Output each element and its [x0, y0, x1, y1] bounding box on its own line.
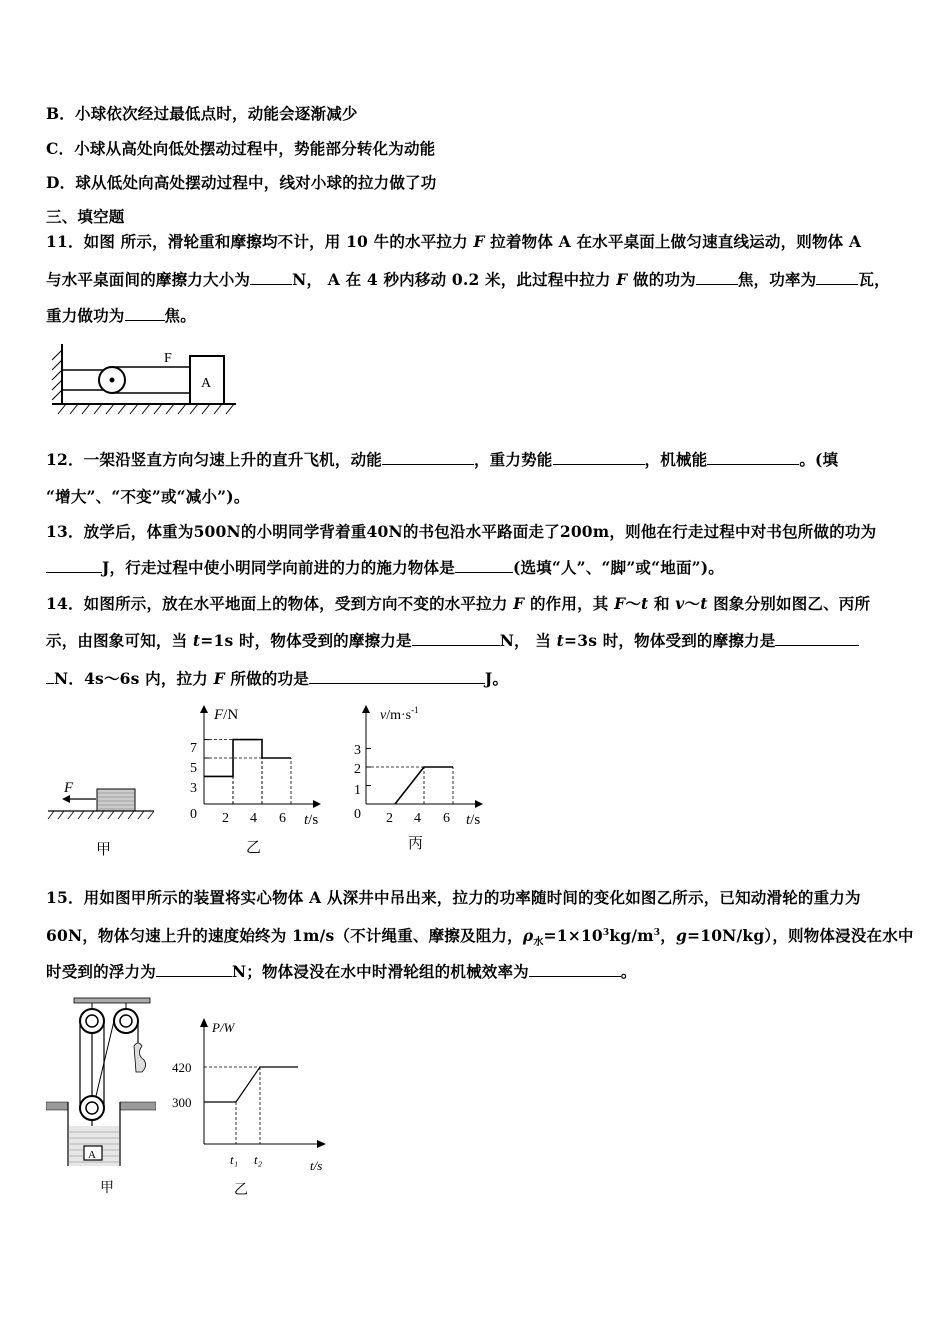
q12-line2: “增大”、“不变”或“减小”)。 — [46, 487, 250, 506]
q14-line1: 14．如图所示，放在水平地面上的物体，受到方向不变的水平拉力 F 的作用，其 F～t 和 v～t 图象分别如图乙、丙所 — [46, 594, 871, 613]
x-tick: 0 — [190, 807, 197, 822]
q15-line1: 15．用如图甲所示的装置将实心物体 A 从深井中吊出来，拉力的功率随时间的变化如图乙所示，已知动滑轮的重力为 — [46, 888, 861, 907]
x-tick: 2 — [222, 811, 229, 826]
x-axis-label: t/s — [466, 812, 481, 828]
answer-blank[interactable] — [816, 270, 858, 285]
caption-bing: 丙 — [408, 836, 424, 852]
q14-line3: N．4s～6s 内，拉力 F 所做的功是 J。 — [46, 667, 508, 689]
x-axis-label: t/s — [304, 812, 319, 828]
y-tick: 2 — [354, 762, 361, 777]
force-label-f: F — [64, 780, 74, 796]
y-tick: 7 — [190, 741, 197, 756]
q14-fig-jia — [44, 770, 164, 862]
y-tick: 5 — [190, 761, 197, 776]
x-tick: 6 — [279, 811, 286, 826]
x-tick: t₂ — [254, 1152, 263, 1167]
y-tick: 420 — [172, 1060, 192, 1075]
x-tick: 0 — [354, 807, 361, 822]
x-tick: t₁ — [230, 1152, 239, 1167]
section-title: 三、填空题 — [46, 207, 125, 226]
answer-blank[interactable] — [412, 631, 500, 646]
answer-blank[interactable] — [309, 669, 485, 684]
option-b: B．小球依次经过最低点时，动能会逐渐减少 — [46, 104, 358, 123]
series-line — [204, 740, 291, 777]
worker-figure — [134, 1043, 146, 1072]
x-tick: 4 — [250, 811, 257, 826]
caption-jia: 甲 — [96, 842, 112, 858]
x-tick: 6 — [443, 811, 450, 826]
y-axis-label: F/N — [214, 707, 239, 723]
q15-fig-yi — [170, 1012, 340, 1202]
y-tick: 3 — [354, 743, 361, 758]
q15-line3: 时受到的浮力为 N；物体浸没在水中时滑轮组的机械效率为 。 — [46, 962, 637, 981]
q13-line1: 13．放学后，体重为500N的小明同学背着重40N的书包沿水平路面走了200m，则他在行走过程中对书包所做的功为 — [46, 522, 877, 541]
y-axis-label: $v/m\cdot s^{-1}$ — [380, 705, 419, 723]
caption-yi: 乙 — [234, 1183, 248, 1198]
answer-blank[interactable] — [775, 631, 859, 646]
force-label-f: F — [164, 351, 172, 366]
y-tick: 3 — [190, 781, 197, 796]
option-d: D．球从低处向高处摆动过程中，线对小球的拉力做了功 — [46, 173, 437, 192]
caption-jia: 甲 — [100, 1181, 114, 1196]
q14-fig-bing — [346, 700, 506, 860]
answer-blank[interactable] — [125, 306, 165, 321]
object-label-a: A — [88, 1149, 96, 1161]
q11-line3: 重力做功为 焦。 — [46, 306, 196, 325]
answer-blank[interactable] — [553, 450, 645, 465]
q11-pulley-figure — [44, 338, 244, 420]
answer-blank[interactable] — [455, 558, 513, 573]
answer-blank[interactable] — [156, 962, 232, 977]
q15-fig-jia — [46, 996, 156, 1201]
y-tick: 300 — [172, 1095, 192, 1110]
q14-fig-yi — [184, 700, 344, 860]
x-axis-label: t/s — [310, 1158, 323, 1173]
caption-yi: 乙 — [246, 840, 262, 856]
power-line — [204, 1067, 298, 1102]
y-tick: 1 — [354, 783, 361, 798]
answer-blank[interactable] — [382, 450, 474, 465]
q14-line2: 示，由图象可知，当 t=1s 时，物体受到的摩擦力是 N， 当 t=3s 时，物体受到的摩擦力是 — [46, 629, 859, 651]
answer-blank[interactable] — [529, 962, 621, 977]
q11-line1: 11．如图 所示，滑轮重和摩擦均不计，用 10 牛的水平拉力 F 拉着物体 A 在水平桌面上做匀速直线运动，则物体 A — [46, 232, 862, 251]
x-tick: 2 — [386, 811, 393, 826]
answer-blank[interactable] — [46, 558, 102, 573]
answer-blank[interactable] — [696, 270, 738, 285]
answer-blank[interactable] — [707, 450, 799, 465]
answer-blank[interactable] — [250, 270, 292, 285]
q12-line1: 12．一架沿竖直方向匀速上升的直升飞机，动能 ，重力势能 ，机械能 。(填 — [46, 450, 839, 469]
option-c: C．小球从高处向低处摆动过程中，势能部分转化为动能 — [46, 139, 436, 158]
y-axis-label: P/W — [212, 1020, 235, 1035]
q13-line2: J，行走过程中使小明同学向前进的力的施力物体是 (选填“人”、“脚”或“地面”)。 — [46, 556, 724, 578]
q15-line2: 60N，物体匀速上升的速度始终为 1m/s（不计绳重、摩擦及阻力，$\rho_水=1\times 10^3kg/m^3$，g=10N/kg），则物体浸没在水中 — [46, 926, 914, 949]
block — [97, 789, 135, 811]
block-label-a: A — [201, 376, 212, 391]
q11-line2: 与水平桌面间的摩擦力大小为 N， A 在 4 秒内移动 0.2 米，此过程中拉力 F 做的功为 焦，功率为 瓦， — [46, 270, 890, 289]
x-tick: 4 — [414, 811, 421, 826]
answer-blank[interactable] — [46, 669, 54, 684]
